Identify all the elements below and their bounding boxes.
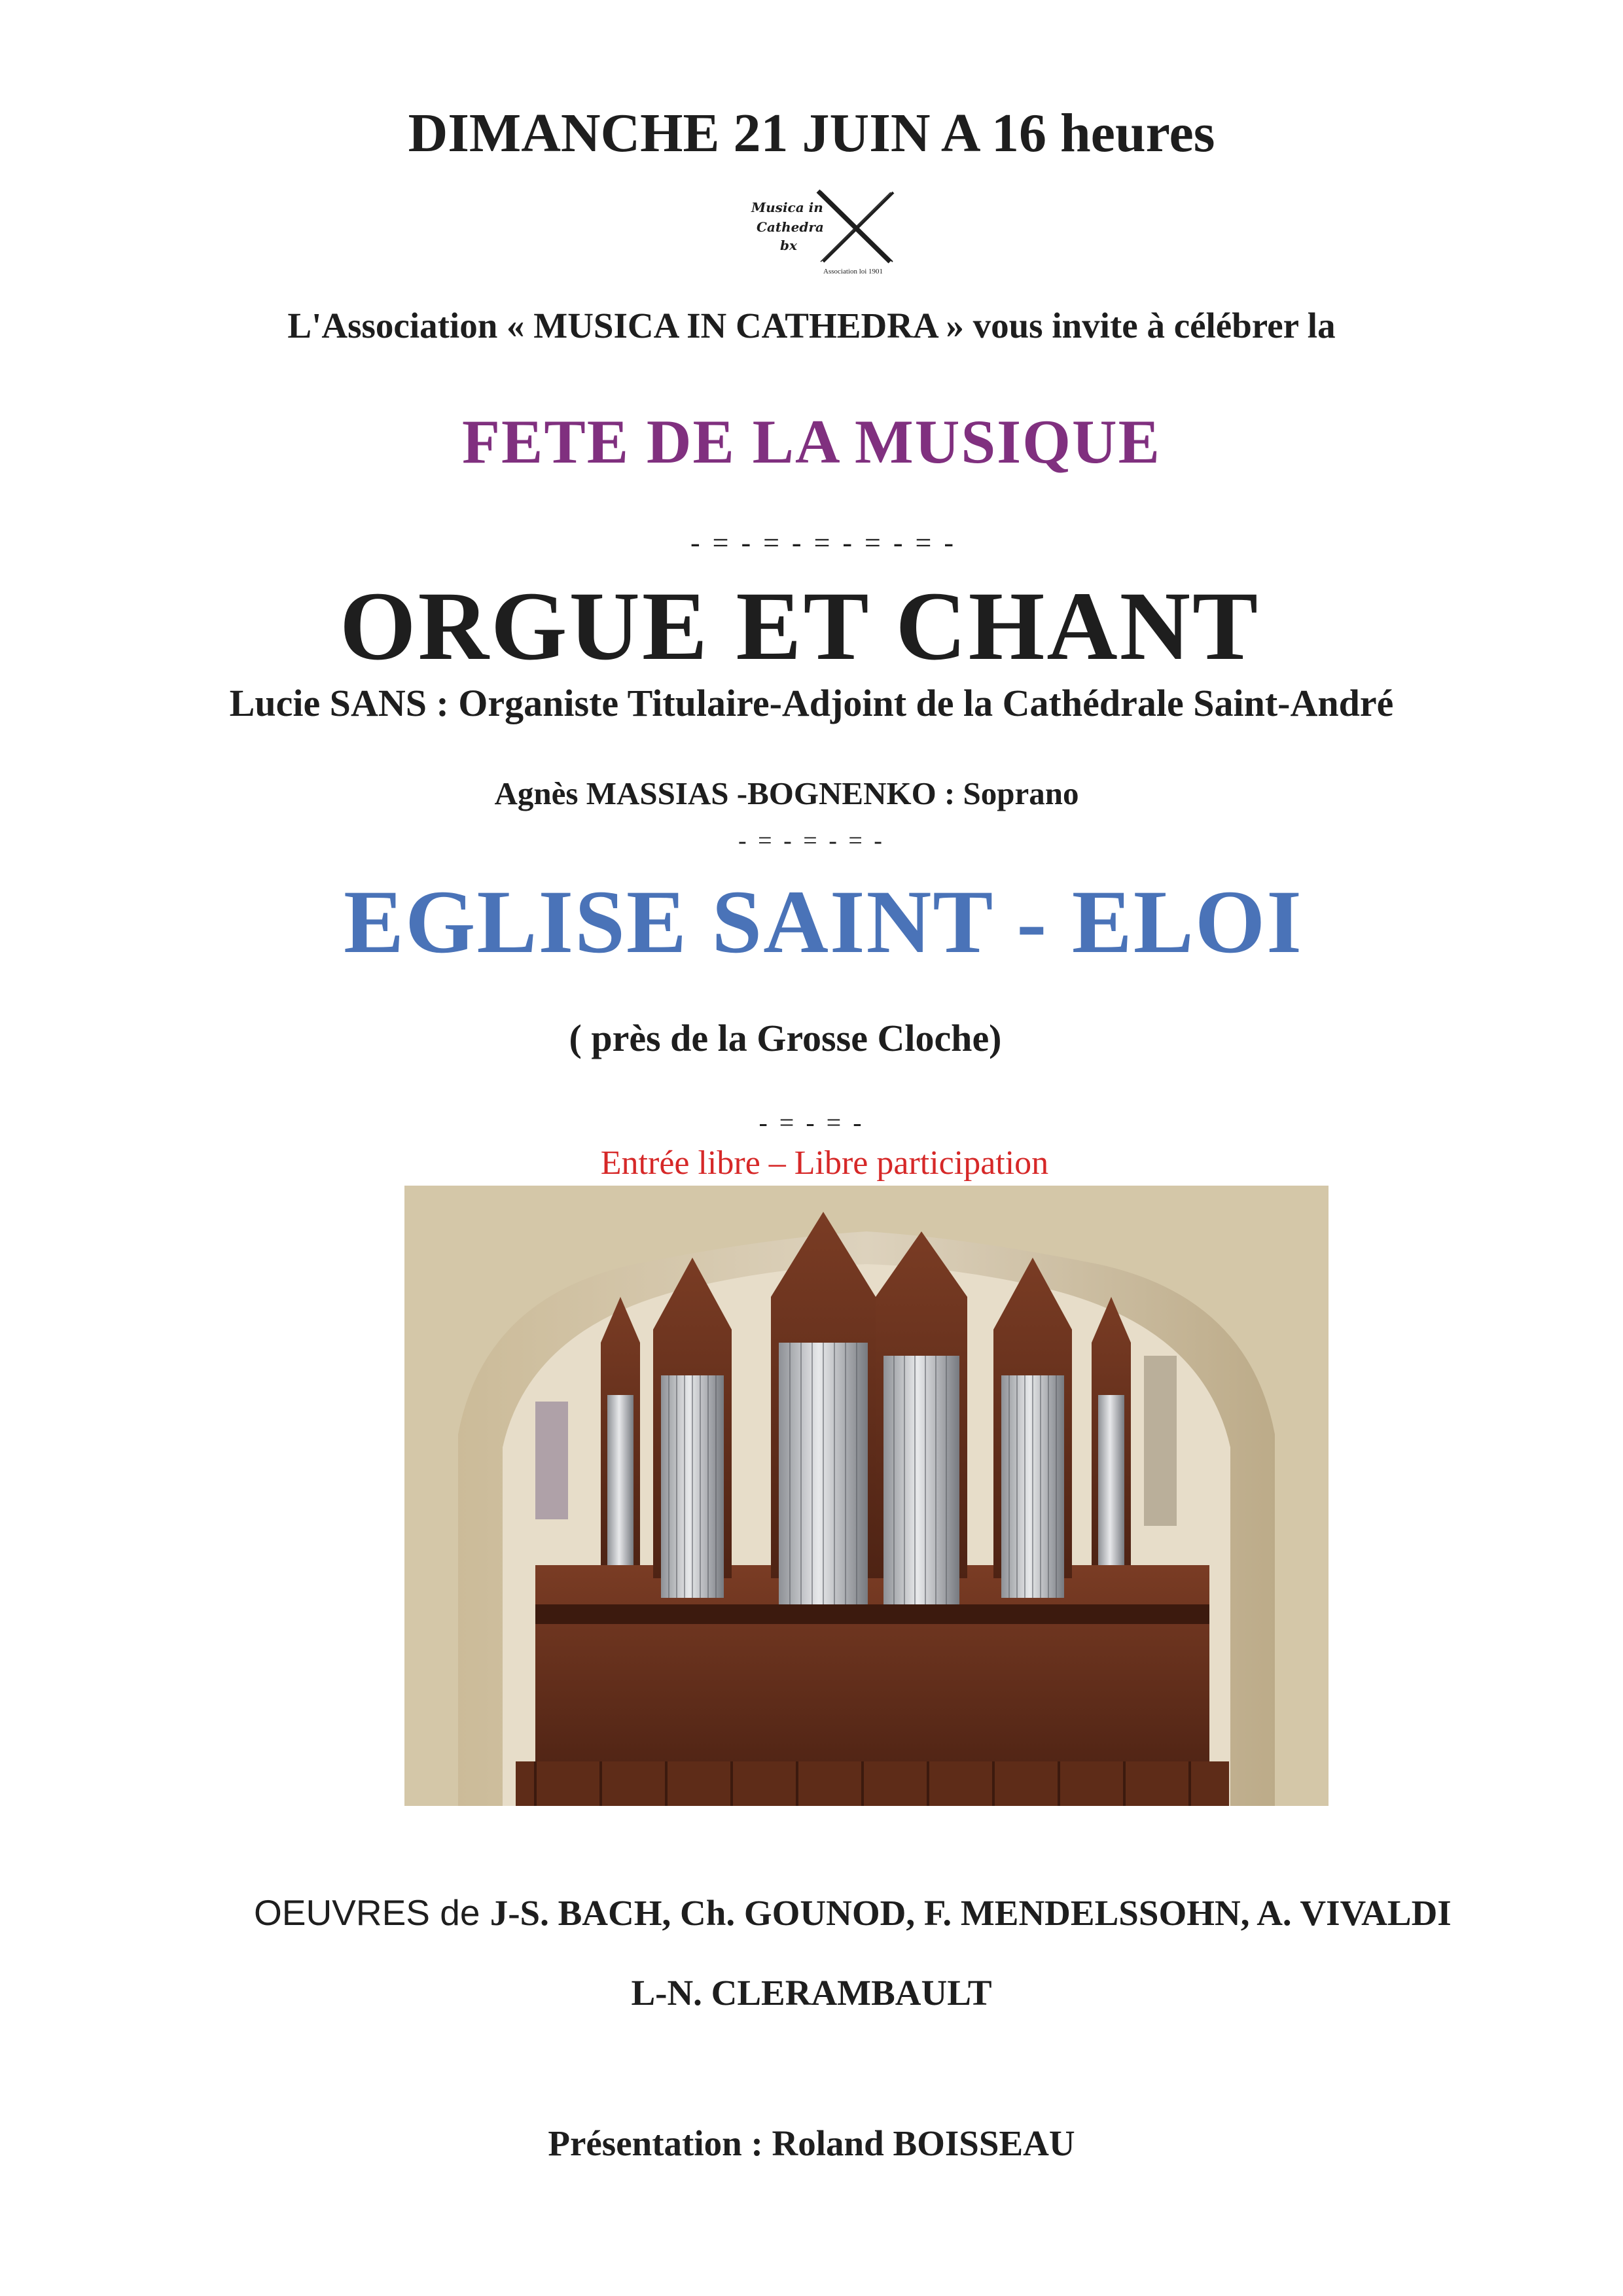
logo-caption: Association loi 1901: [823, 268, 883, 275]
concert-title: ORGUE ET CHANT: [339, 572, 1260, 680]
soprano-credit: Agnès MASSIAS -BOGNENKO : Soprano: [494, 775, 1079, 811]
invitation-text: L'Association « MUSICA IN CATHEDRA » vous invite à célébrer la: [287, 306, 1336, 345]
separator: - = - = - = -: [738, 827, 885, 855]
association-logo: [746, 185, 903, 276]
organ-photo: [404, 1186, 1329, 1806]
program-prefix: OEUVRES de: [254, 1892, 490, 1933]
logo-text-line3: bx: [780, 238, 797, 253]
program-composers: J-S. BACH, Ch. GOUNOD, F. MENDELSSOHN, A. VIVALDI: [490, 1893, 1452, 1933]
venue-note: ( près de la Grosse Cloche): [569, 1017, 1002, 1059]
logo-text-line2: Cathedra: [757, 219, 824, 235]
event-date: DIMANCHE 21 JUIN A 16 heures: [408, 103, 1215, 164]
program-line: [254, 1892, 1452, 1933]
separator: - = - = - = - = - = -: [690, 527, 956, 559]
organist-credit: Lucie SANS : Organiste Titulaire-Adjoint de la Cathédrale Saint-André: [229, 682, 1394, 724]
separator: - = - = -: [758, 1108, 865, 1137]
event-title: FETE DE LA MUSIQUE: [461, 407, 1161, 476]
logo-text-line1: Musica in: [751, 200, 823, 215]
presenter-credit: Présentation : Roland BOISSEAU: [548, 2123, 1075, 2163]
venue-title: EGLISE SAINT - ELOI: [344, 872, 1303, 972]
program-composers-continued: L-N. CLERAMBAULT: [631, 1973, 992, 2013]
admission-info: Entrée libre – Libre participation: [600, 1144, 1049, 1182]
